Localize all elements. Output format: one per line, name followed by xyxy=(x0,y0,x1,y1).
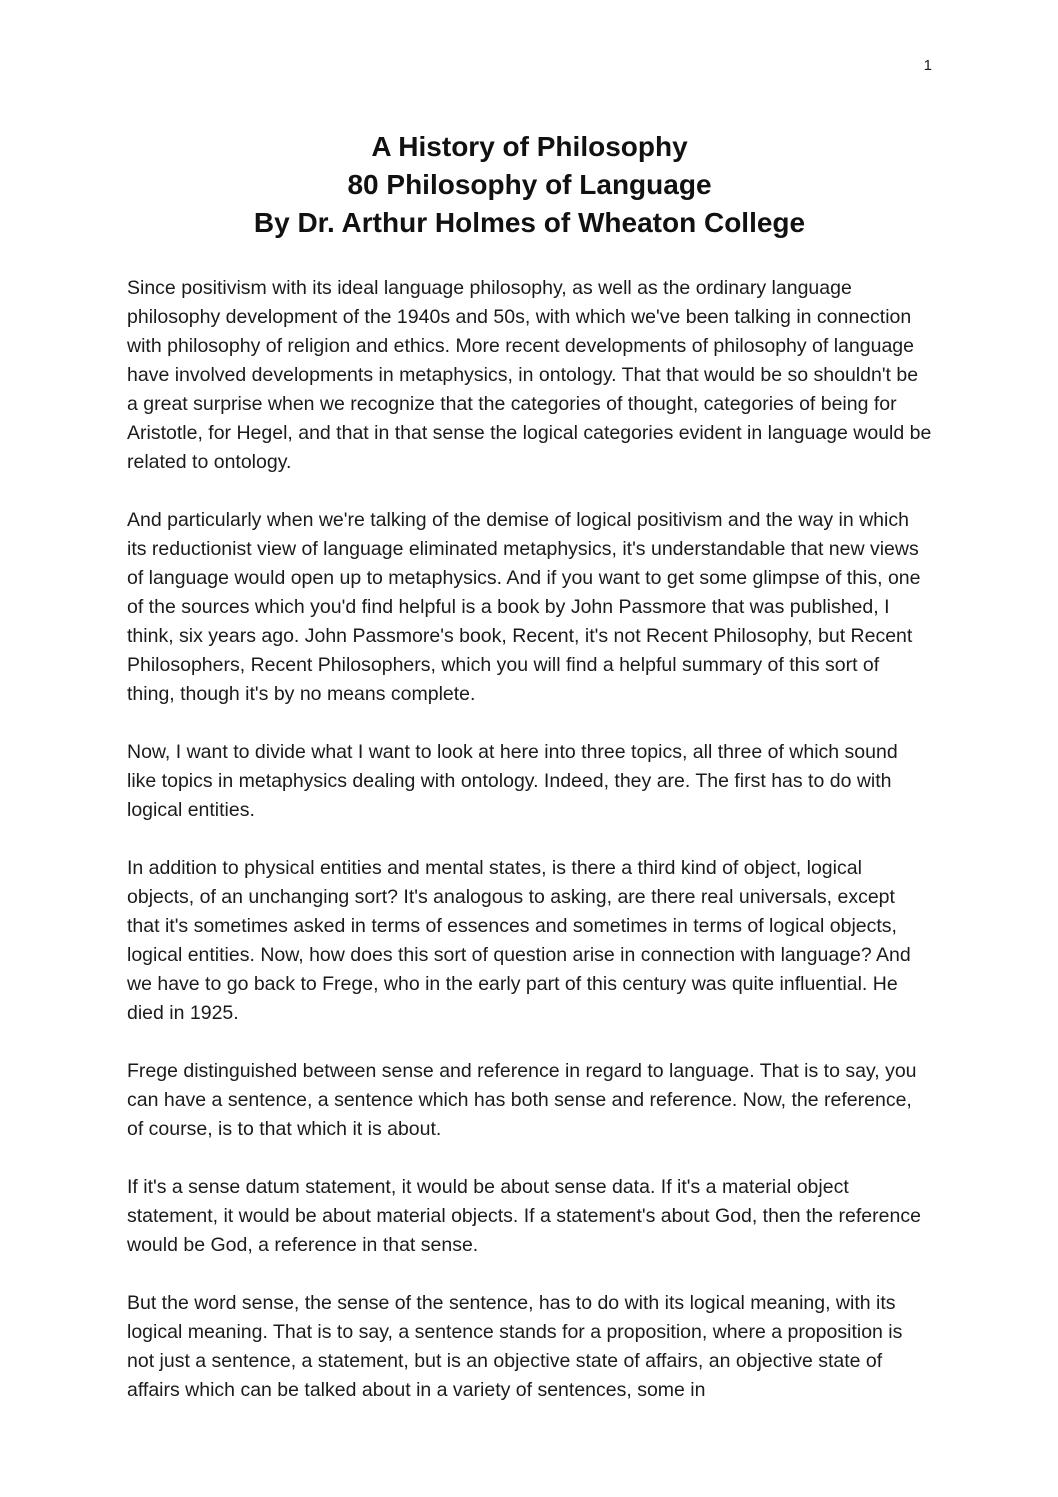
paragraph-7: But the word sense, the sense of the sentence, has to do with its logical meaning, with its logical meaning. That is to say, a sentence stands for a proposition, where a proposition is not just a sentence, a statement, but is an objective state of affairs, an objective state of affairs which can be talked about in a variety of sentences, some in xyxy=(127,1292,903,1401)
document-body xyxy=(127,274,932,1405)
paragraph-3: Now, I want to divide what I want to look at here into three topics, all three of which sound like topics in metaphysics dealing with ontology. Indeed, they are. The first has to do with logical entities. xyxy=(127,741,898,821)
page-number: 1 xyxy=(923,57,932,74)
title-line-1: A History of Philosophy xyxy=(371,131,688,162)
paragraph-6: If it's a sense datum statement, it would be about sense data. If it's a material object statement, it would be about material objects. If a statement's about God, then the reference would be God, a reference in that sense. xyxy=(127,1176,921,1256)
paragraph-1: Since positivism with its ideal language philosophy, as well as the ordinary language philosophy development of the 1940s and 50s, with which we've been talking in connection with philosophy of religion and ethics. More recent developments of philosophy of language have involved developments in metaphysics, in ontology. That that would be so shouldn't be a great surprise when we recognize that the categories of thought, categories of being for Aristotle, for Hegel, and that in that sense the logical categories evident in language would be related to ontology. xyxy=(127,277,932,473)
paragraph-2: And particularly when we're talking of the demise of logical positivism and the way in which its reductionist view of language eliminated metaphysics, it's understandable that new views of language would open up to metaphysics. And if you want to get some glimpse of this, one of the sources which you'd find helpful is a book by John Passmore that was published, I think, six years ago. John Passmore's book, Recent, it's not Recent Philosophy, but Recent Philosophers, Recent Philosophers, which you will find a helpful summary of this sort of thing, though it's by no means complete. xyxy=(127,509,921,705)
title-line-3: By Dr. Arthur Holmes of Wheaton College xyxy=(253,207,806,238)
title-line-2: 80 Philosophy of Language xyxy=(347,169,712,200)
document-title xyxy=(127,128,932,242)
paragraph-4: In addition to physical entities and mental states, is there a third kind of object, logical objects, of an unchanging sort? It's analogous to asking, are there real universals, except that it's sometimes asked in terms of essences and sometimes in terms of logical objects, logical entities. Now, how does this sort of question arise in connection with language? And we have to go back to Frege, who in the early part of this century was quite influential. He died in 1925. xyxy=(127,857,911,1024)
paragraph-5: Frege distinguished between sense and reference in regard to language. That is to say, you can have a sentence, a sentence which has both sense and reference. Now, the reference, of course, is to that which it is about. xyxy=(127,1060,917,1140)
